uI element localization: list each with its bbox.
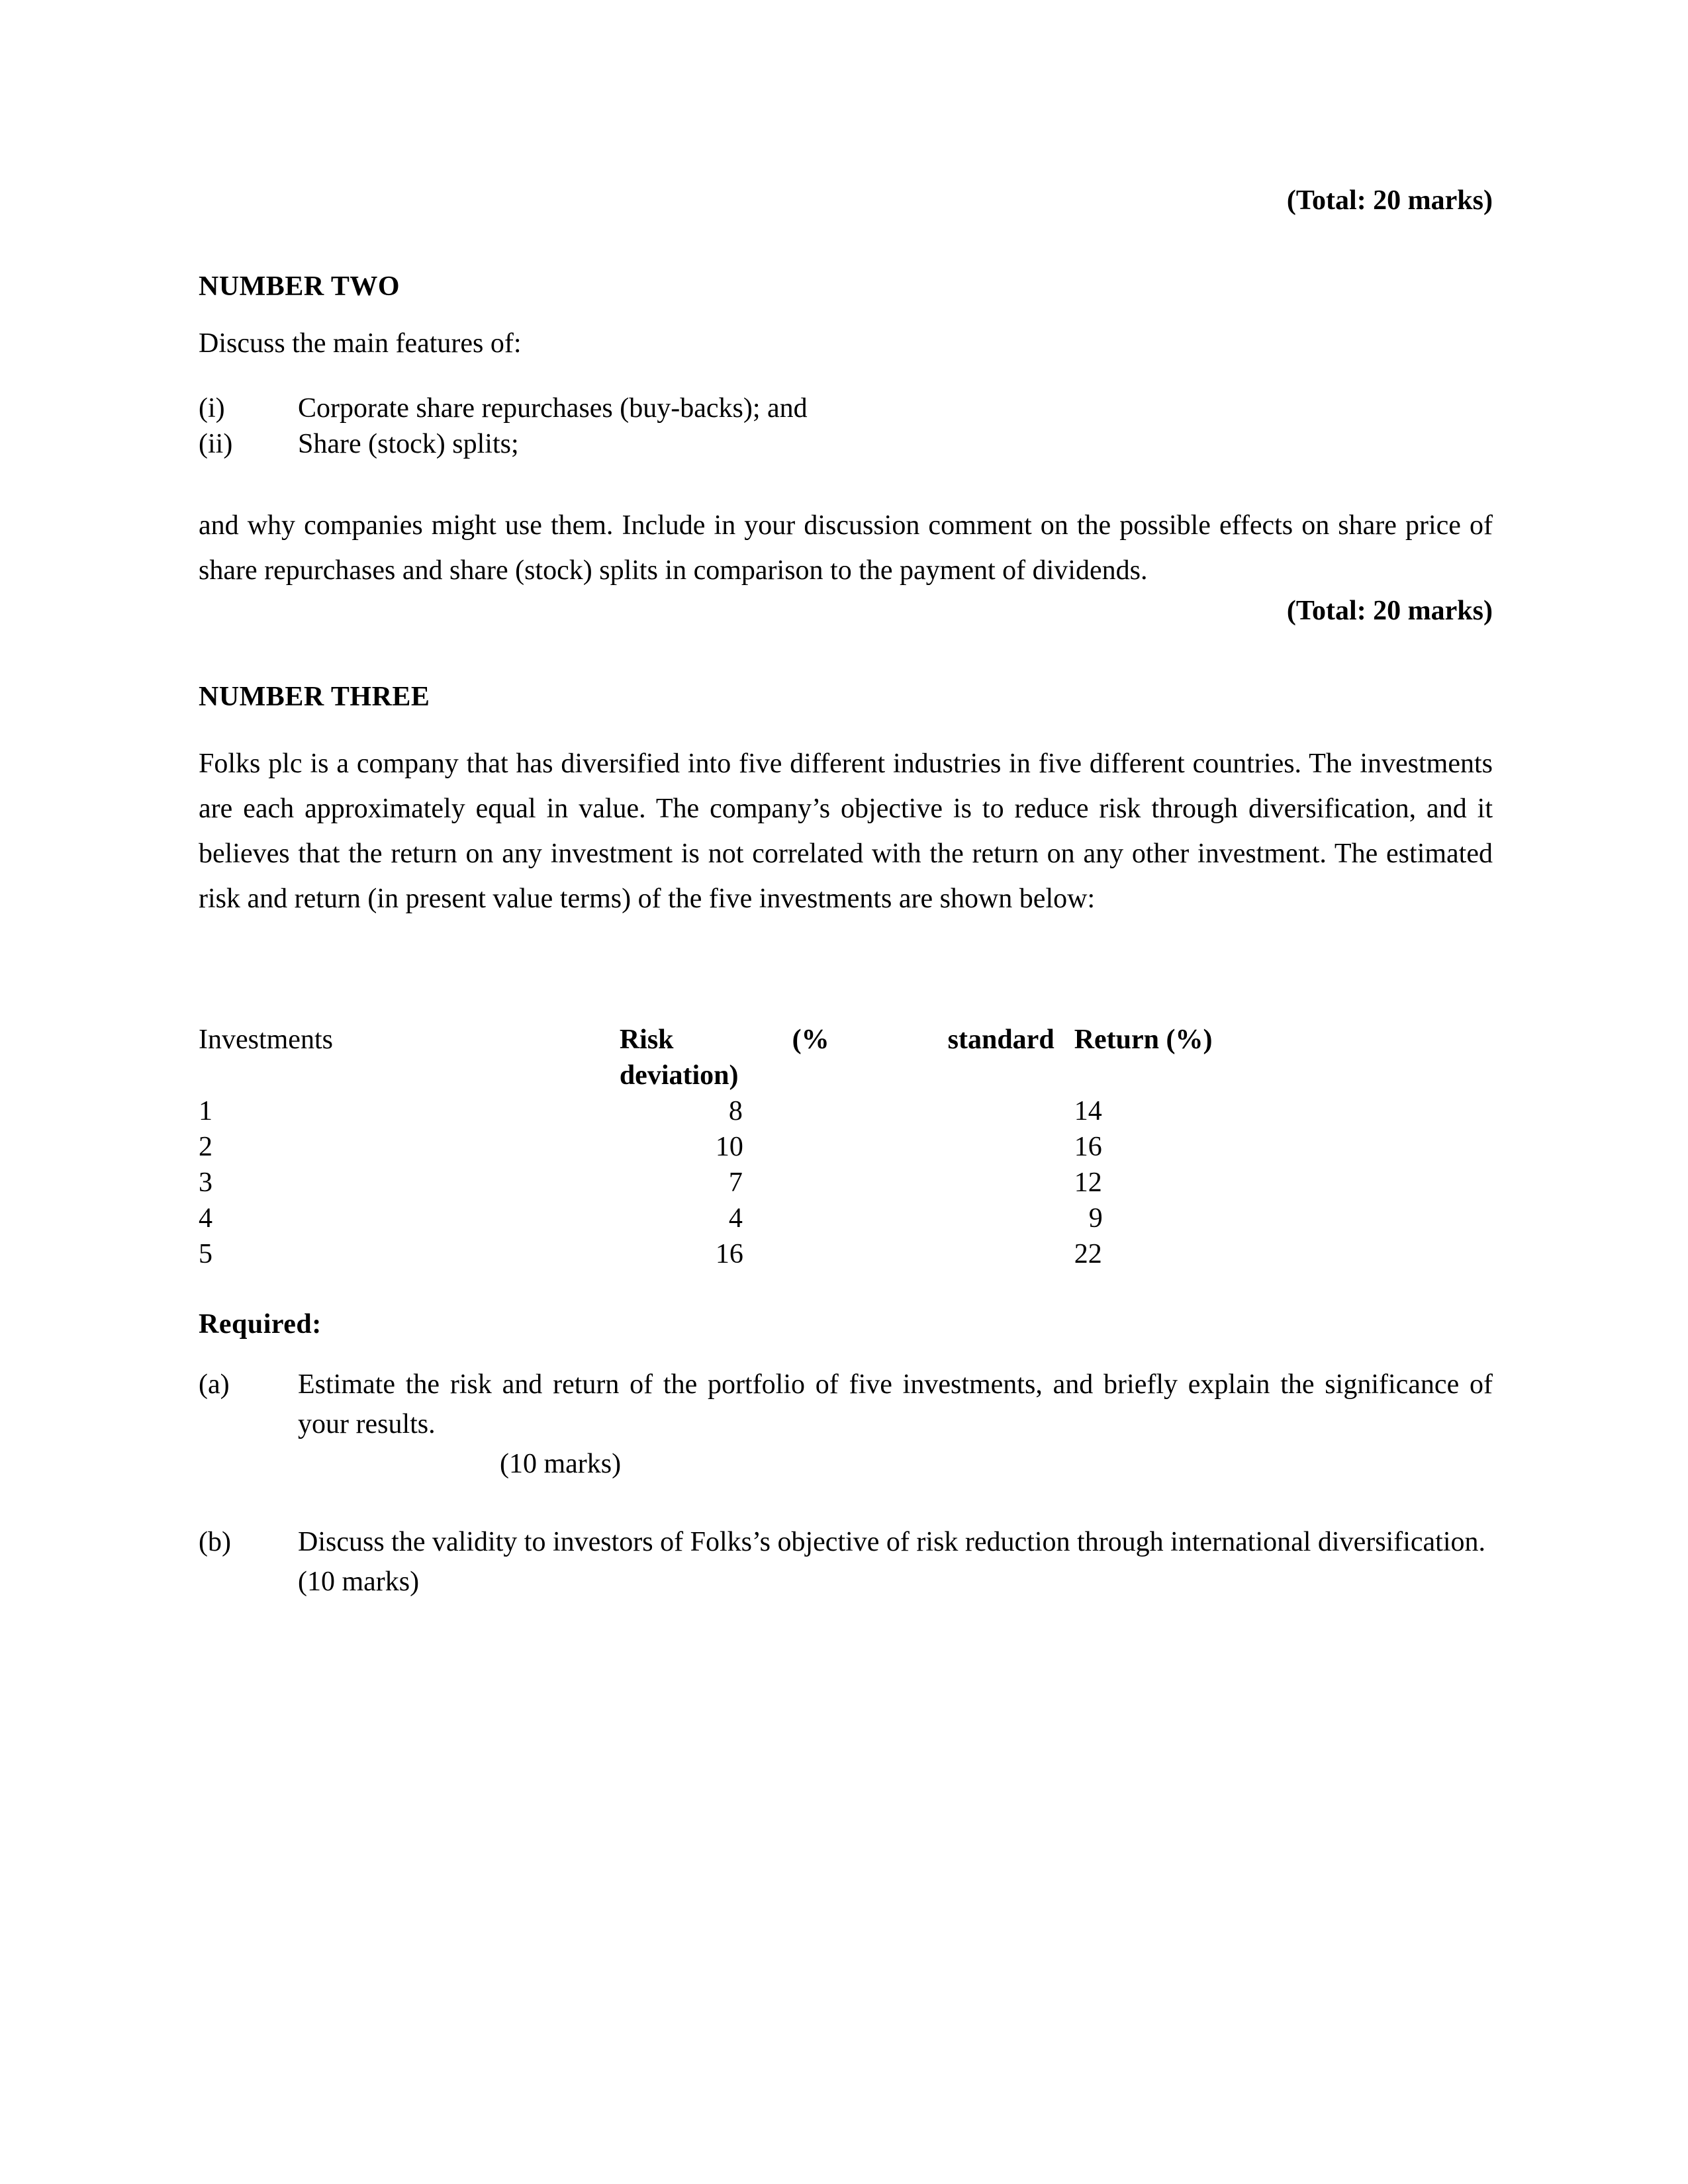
required-part-b-text: Discuss the validity to investors of Folks’s objective of risk reduction through international diversification. [298, 1527, 1486, 1557]
table-row [199, 1093, 1493, 1129]
table-header-risk-line1: Risk (% standard [619, 1024, 1055, 1055]
cell-investment: 5 [199, 1239, 212, 1269]
cell-investment: 4 [199, 1203, 212, 1234]
required-part-b-marker: (b) [199, 1527, 231, 1557]
list-item-marker: (ii) [199, 429, 233, 459]
table-header-return: Return (%) [1074, 1024, 1213, 1055]
table-row [199, 1165, 1493, 1201]
table-header-risk-line2: deviation) [619, 1060, 739, 1091]
cell-risk: 7 [728, 1167, 743, 1198]
list-item [199, 390, 1493, 426]
cell-investment: 1 [199, 1096, 212, 1126]
required-part-a [199, 1365, 1493, 1444]
required-part-b-marks: (10 marks) [298, 1567, 420, 1597]
question-three-body: Folks plc is a company that has diversified into five different industries in five different countries. The investments are each approximately equal in value. The company’s objective is to reduce risk through diversification, and it believes that the return on any investment is not correlated with the return on any other investment. The estimated risk and return (in present value terms) of the five investments are shown below: [199, 749, 1493, 914]
list-item-text: Corporate share repurchases (buy-backs); and [298, 393, 808, 424]
table-row [199, 1201, 1493, 1236]
required-label: Required: [199, 1309, 322, 1340]
required-part-a-text: Estimate the risk and return of the portfolio of five investments, and briefly explain the significance of your results. [298, 1369, 1493, 1439]
cell-return: 16 [1074, 1132, 1102, 1162]
question-two-body: and why companies might use them. Include in your discussion comment on the possible effects on share price of share repurchases and share (stock) splits in comparison to the payment of dividends. [199, 510, 1493, 586]
cell-risk: 8 [728, 1096, 743, 1126]
required-part-b [199, 1522, 1493, 1562]
list-item-marker: (i) [199, 393, 225, 424]
cell-investment: 3 [199, 1167, 212, 1198]
list-item [199, 426, 1493, 462]
table-row [199, 1129, 1493, 1165]
question-two-marks: (Total: 20 marks) [1286, 596, 1493, 626]
required-part-a-marker: (a) [199, 1369, 230, 1400]
table-header-row [199, 1022, 1493, 1093]
question-two-item-list [199, 390, 1493, 462]
cell-return: 12 [1074, 1167, 1102, 1198]
question-two-intro: Discuss the main features of: [199, 328, 522, 359]
risk-return-table [199, 1022, 1493, 1272]
table-header-risk [620, 1022, 1074, 1093]
top-total-marks: (Total: 20 marks) [1286, 185, 1493, 216]
cell-risk: 10 [715, 1132, 743, 1162]
cell-return: 9 [1088, 1203, 1103, 1234]
cell-risk: 4 [728, 1203, 743, 1234]
cell-return: 14 [1074, 1096, 1102, 1126]
table-row [199, 1236, 1493, 1272]
question-three-heading: NUMBER THREE [199, 682, 430, 712]
page-content [199, 0, 1493, 1602]
cell-risk: 16 [715, 1239, 743, 1269]
cell-return: 22 [1074, 1239, 1102, 1269]
question-two-heading: NUMBER TWO [199, 271, 400, 302]
required-part-a-marks: (10 marks) [500, 1449, 622, 1479]
table-body [199, 1093, 1493, 1272]
table-header [199, 1022, 1493, 1093]
cell-investment: 2 [199, 1132, 212, 1162]
table-header-investments: Investments [199, 1024, 333, 1055]
list-item-text: Share (stock) splits; [298, 429, 519, 459]
